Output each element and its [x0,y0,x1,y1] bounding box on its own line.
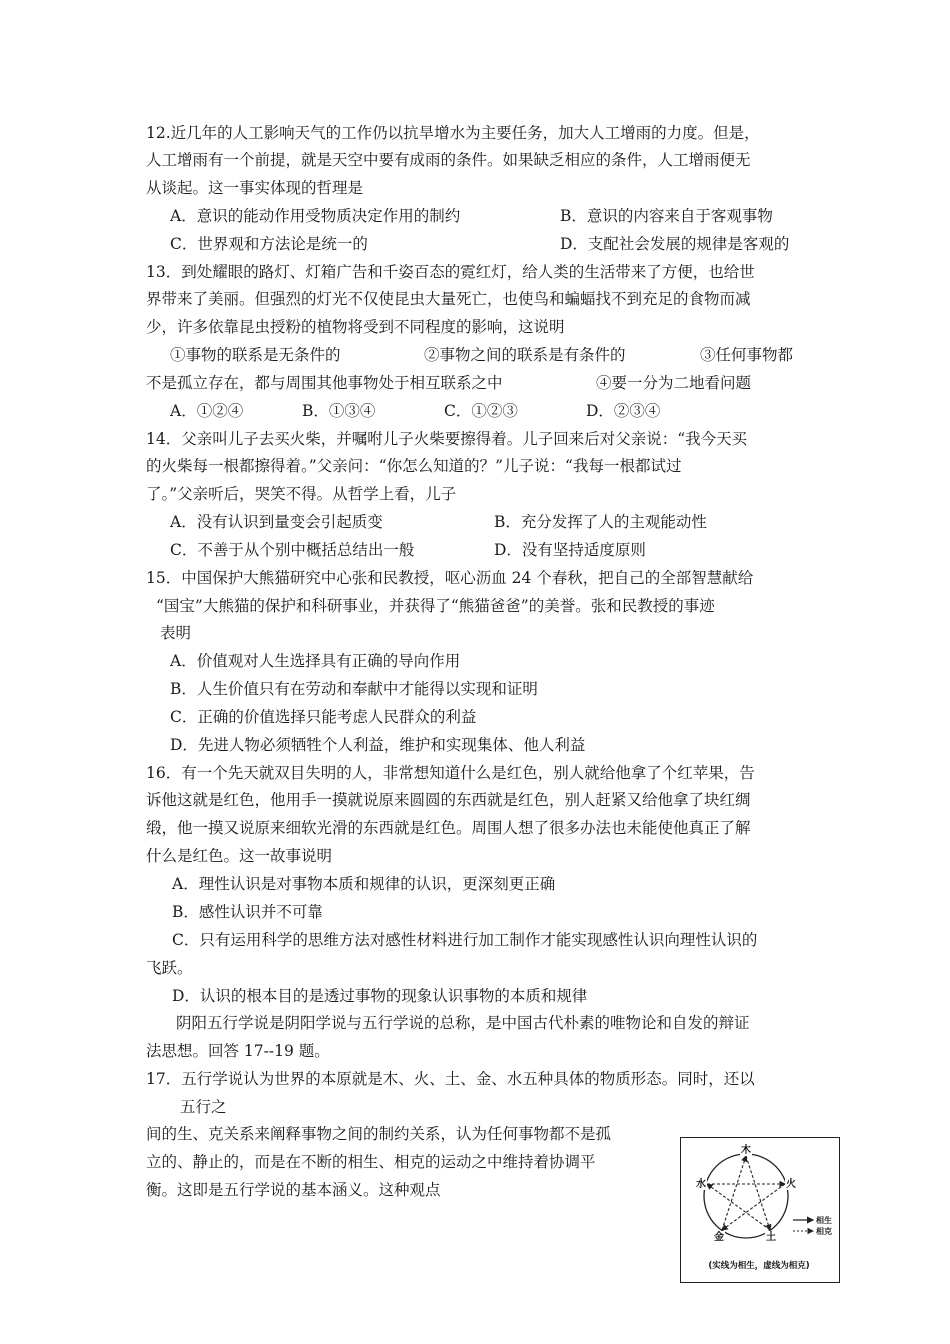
q16-option-b: B．感性认识并不可靠 [172,903,323,921]
q15-option-c: C．正确的价值选择只能考虑人民群众的利益 [170,708,477,726]
q16-option-c-cont: 飞跃。 [146,959,193,977]
q17-stem-line-3: 间的生、克关系来阐释事物之间的制约关系，认为任何事物都不是孤 [146,1125,612,1143]
q14-stem-line-1: 14．父亲叫儿子去买火柴，并嘱咐儿子火柴要擦得着。儿子回来后对父亲说：“我今天买 [146,430,748,448]
q16-stem-line-4: 什么是红色。这一故事说明 [146,847,333,865]
node-fire: 火 [786,1179,796,1190]
diagram-caption: (实线为相生，虚线为相克) [708,1261,810,1271]
q16-stem-line-1: 16．有一个先天就双目失明的人，非常想知道什么是红色，别人就给他拿了个红苹果，告 [146,764,755,782]
q14-stem-line-2: 的火柴每一根都擦得着。”父亲问：“你怎么知道的？”儿子说：“我每一根都试过 [146,457,682,475]
q16-stem-line-2: 诉他这就是红色，他用手一摸就说原来圆圆的东西就是红色，别人赶紧又给他拿了块红绸 [146,791,751,809]
q13-statement-2: ②事物之间的联系是有条件的 [424,346,626,364]
q17-stem-line-5: 衡。这即是五行学说的基本涵义。这种观点 [146,1181,441,1199]
q16-option-a: A．理性认识是对事物本质和规律的认识，更深刻更正确 [172,875,556,893]
diagram-legend [793,1215,832,1236]
q15-option-b: B．人生价值只有在劳动和奉献中才能得以实现和证明 [170,680,538,698]
generating-cycle-circle [704,1154,788,1238]
node-earth: 土 [766,1232,776,1243]
q13-stem-line-3: 少，许多依靠昆虫授粉的植物将受到不同程度的影响，这说明 [146,318,565,336]
q15-option-a: A．价值观对人生选择具有正确的导向作用 [170,652,461,670]
q13-statement-3-cont: 不是孤立存在，都与周围其他事物处于相互联系之中 [146,374,503,392]
q13-option-c: C．①②③ [444,402,518,420]
q12-stem-line-1: 12.近几年的人工影响天气的工作仍以抗旱增水为主要任务，加大人工增雨的力度。但是， [146,124,760,142]
q12-option-a: A．意识的能动作用受物质决定作用的制约 [170,207,461,225]
legend-solid-label: 相生 [816,1216,832,1225]
q13-option-b: B．①③④ [302,402,376,420]
q13-option-d: D．②③④ [586,402,661,420]
q12-option-b: B．意识的内容来自于客观事物 [560,207,773,225]
q17-stem-line-4: 立的、静止的，而是在不断的相生、相克的运动之中维持着协调平 [146,1153,596,1171]
q17-stem-line-1: 17．五行学说认为世界的本原就是木、火、土、金、水五种具体的物质形态。同时，还以 [146,1070,755,1088]
q13-stem-line-2: 界带来了美丽。但强烈的灯光不仅使昆虫大量死亡，也使鸟和蝙蝠找不到充足的食物而减 [146,290,751,308]
five-elements-svg [681,1138,838,1281]
q15-stem-line-2: “国宝”大熊猫的保护和科研事业，并获得了“熊猫爸爸”的美誉。张和民教授的事迹 [156,597,715,615]
legend-dashed-label: 相克 [816,1227,832,1236]
q16-option-d: D．认识的根本目的是透过事物的现象认识事物的本质和规律 [172,987,588,1005]
q13-statement-4: ④要一分为二地看问题 [596,374,752,392]
node-metal: 金 [714,1232,724,1243]
controlling-star [707,1156,785,1230]
node-water: 水 [696,1179,706,1190]
q14-option-b: B．充分发挥了人的主观能动性 [494,513,707,531]
q13-statement-3: ③任何事物都 [700,346,794,364]
q16-option-c: C．只有运用科学的思维方法对感性材料进行加工制作才能实现感性认识向理性认识的 [172,931,758,949]
intro-line-2: 法思想。回答 17--19 题。 [146,1042,330,1060]
q13-stem-line-1: 13．到处耀眼的路灯、灯箱广告和千姿百态的霓红灯，给人类的生活带来了方便，也给世 [146,263,755,281]
q14-stem-line-3: 了。”父亲听后，哭笑不得。从哲学上看，儿子 [146,485,457,503]
q17-stem-line-2: 五行之 [180,1098,227,1116]
q14-option-a: A．没有认识到量变会引起质变 [170,513,383,531]
q13-statement-1: ①事物的联系是无条件的 [170,346,341,364]
q15-stem-line-3: 表明 [160,624,192,642]
q15-stem-line-1: 15．中国保护大熊猫研究中心张和民教授，呕心沥血 24 个春秋，把自己的全部智慧献给 [146,569,754,587]
q12-stem-line-3: 从谈起。这一事实体现的哲理是 [146,179,364,197]
five-elements-diagram [680,1137,840,1283]
q12-stem-line-2: 人工增雨有一个前提，就是天空中要有成雨的条件。如果缺乏相应的条件，人工增雨便无 [146,151,751,169]
q14-option-d: D．没有坚持适度原则 [494,541,646,559]
q12-option-d: D．支配社会发展的规律是客观的 [560,235,790,253]
intro-line-1: 阴阳五行学说是阴阳学说与五行学说的总称，是中国古代朴素的唯物论和自发的辩证 [176,1014,750,1032]
q15-option-d: D．先进人物必须牺牲个人利益，维护和实现集体、他人利益 [170,736,586,754]
node-wood: 木 [741,1145,751,1156]
q12-option-c: C．世界观和方法论是统一的 [170,235,368,253]
q13-option-a: A．①②④ [170,402,244,420]
q16-stem-line-3: 缎，他一摸又说原来细软光滑的东西就是红色。周围人想了很多办法也未能使他真正了解 [146,819,751,837]
q14-option-c: C．不善于从个别中概括总结出一般 [170,541,415,559]
